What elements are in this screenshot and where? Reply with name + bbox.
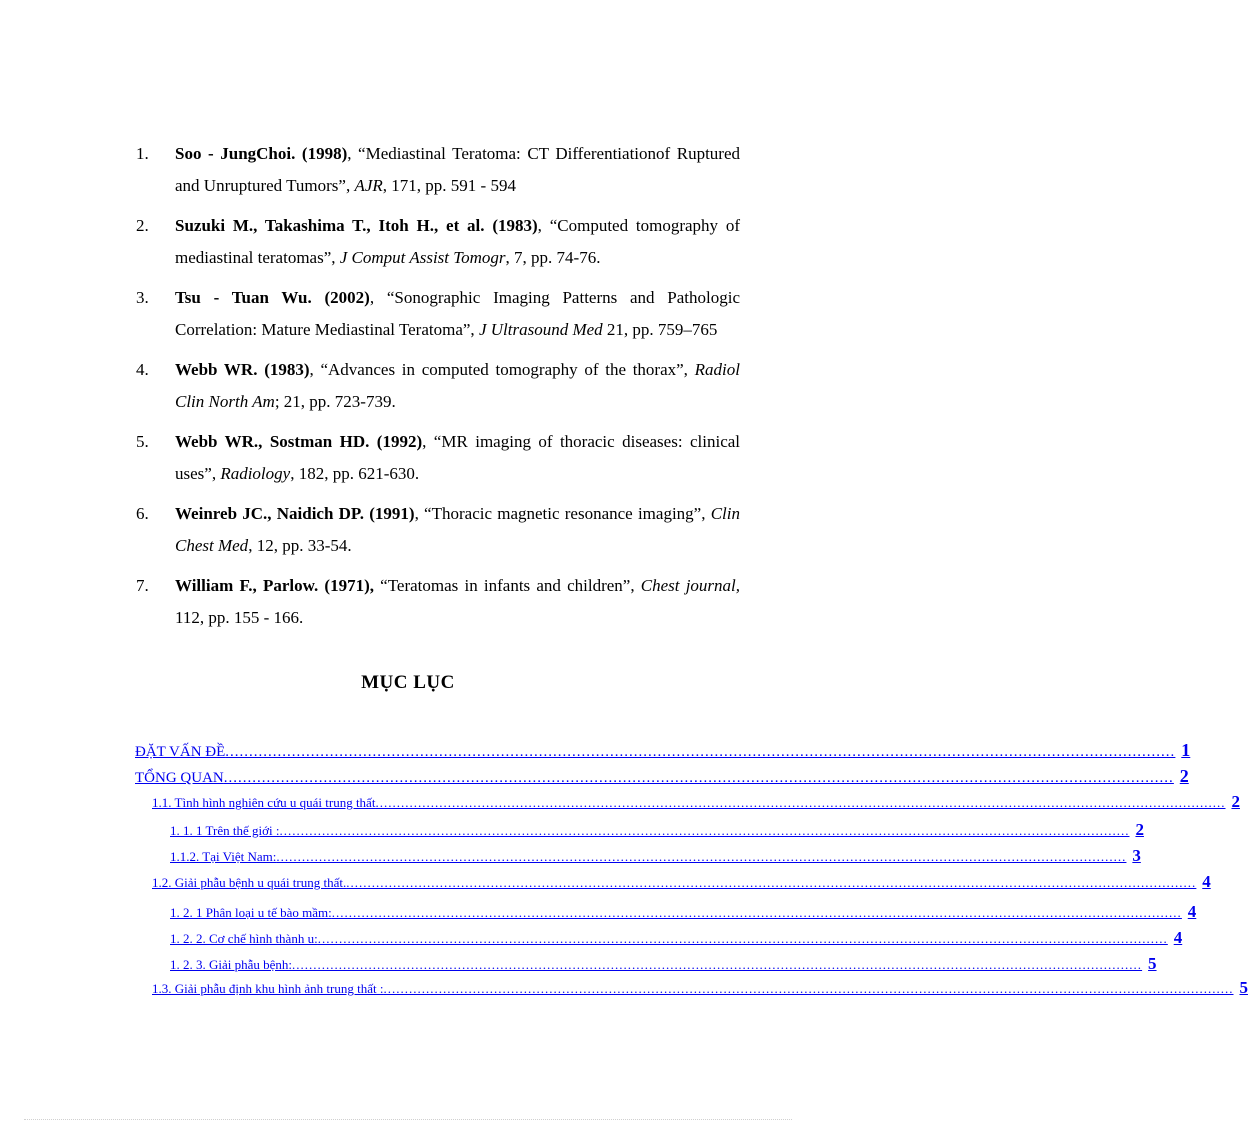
toc-entry-page: 2 [1135,820,1144,839]
reference-journal: Radiol Clin North Am [175,360,740,411]
reference-journal: J Ultrasound Med [478,320,603,339]
reference-item [136,138,740,202]
reference-details: 21, pp. 759–765 [602,320,718,339]
toc-entry-page: 2 [1231,792,1240,811]
toc-leader-dots: ........................................................................................................................................................................................................ [279,823,1130,838]
toc-entry-label: 1. 2. 3. Giải phẫu bệnh: [170,957,293,972]
toc-entry-1-2[interactable] [152,872,1211,892]
reference-year: (1971), [324,576,374,595]
reference-text [175,282,740,346]
reference-authors: Tsu - Tuan Wu. [175,288,312,307]
reference-number: 3. [136,288,149,307]
reference-title: , “MR imaging of thoracic diseases: clinical uses”, [175,432,741,483]
reference-item [136,210,740,274]
reference-details: , 171, pp. 591 - 594 [382,176,516,195]
toc-entry-tong-quan[interactable] [135,766,1189,787]
toc-leader-dots: ........................................................................................................................................................................................................ [292,957,1143,972]
reference-text [175,210,740,274]
reference-title: , “Thoracic magnetic resonance imaging”, [414,504,711,523]
reference-title: , “Advances in computed tomography of the thorax”, [309,360,695,379]
toc-leader-dots: ........................................................................................................................................................................................................ [375,795,1226,810]
reference-authors: Webb WR., Sostman HD. [175,432,370,451]
reference-item [136,354,740,418]
reference-journal: Chest journal, [640,576,741,595]
reference-authors: Weinreb JC., Naidich DP. [175,504,365,523]
toc-leader-dots: ........................................................................................................................................................................................................ [331,905,1182,920]
reference-journal: Clin Chest Med [175,504,740,555]
toc-entry-label: 1.3. Giải phẫu định khu hình ảnh trung thất : [152,981,384,996]
reference-journal: Radiology [220,464,291,483]
reference-item [136,498,740,562]
toc-entry-page: 4 [1202,872,1211,891]
toc-entry-label: 1. 2. 1 Phân loại u tế bào mầm: [170,905,332,920]
toc-entry-label: 1.1. Tình hình nghiên cứu u quái trung thất [152,795,376,810]
reference-text [175,498,740,562]
reference-number: 2. [136,216,149,235]
toc-entry-label: ĐẶT VẤN ĐỀ [135,744,226,760]
toc-entry-page: 3 [1132,846,1141,865]
reference-details: , 12, pp. 33-54. [248,536,352,555]
reference-title: , “Computed tomography of mediastinal teratomas”, [175,216,740,267]
reference-title: , “Sonographic Imaging Patterns and Pathologic Correlation: Mature Mediastinal Teratoma”, [175,288,741,339]
toc-leader-dots: ........................................................................................................................................................................................................ [346,875,1197,890]
reference-year: (1983) [264,360,310,379]
reference-number: 1. [136,144,149,163]
toc-entry-1-2-3[interactable] [170,954,1157,974]
toc-entry-label: 1. 2. 2. Cơ chế hình thành u: [170,931,318,946]
reference-number: 4. [136,360,149,379]
reference-item [136,570,740,634]
reference-number: 7. [136,576,149,595]
reference-year: (1992) [376,432,423,451]
reference-details: 112, pp. 155 - 166. [175,608,304,627]
toc-entry-1-2-2[interactable] [170,928,1183,948]
reference-year: (1983) [492,216,538,235]
toc-entry-page: 2 [1179,766,1189,786]
reference-list [136,138,740,642]
toc-leader-dots: ........................................................................................................................................................................................................ [317,931,1168,946]
toc-entry-page: 5 [1148,954,1157,973]
reference-authors: William F., Parlow. [175,576,319,595]
toc-entry-1-1-2[interactable] [170,846,1141,866]
toc-leader-dots: ........................................................................................................................................................................................................ [276,849,1127,864]
reference-authors: Webb WR. [175,360,258,379]
reference-details: , 182, pp. 621-630. [290,464,420,483]
toc-leader-dots: ........................................................................................................................................................................................................ [383,981,1234,996]
toc-leader-dots: ........................................................................................................................................................................................................ [223,770,1174,786]
reference-text [175,354,740,418]
reference-details: , 7, pp. 74-76. [505,248,601,267]
reference-authors: Soo - JungChoi. [175,144,296,163]
reference-item [136,426,740,490]
reference-journal: J Comput Assist Tomogr [339,248,506,267]
toc-entry-dat-van-de[interactable] [135,740,1191,761]
reference-journal: AJR [354,176,383,195]
toc-entry-1-1-1[interactable] [170,820,1144,840]
toc-entry-label: 1.1.2. Tại Việt Nam: [170,849,277,864]
toc-entry-page: 4 [1173,928,1183,947]
toc-entry-1-2-1[interactable] [170,902,1197,922]
reference-title: “Teratomas in infants and children”, [373,576,641,595]
toc-leader-dots: ........................................................................................................................................................................................................ [225,744,1176,760]
toc-entry-1-3[interactable] [152,978,1248,998]
toc-entry-page: 1 [1181,740,1191,760]
reference-number: 5. [136,432,149,451]
reference-year: (2002) [324,288,370,307]
reference-item [136,282,740,346]
toc-entry-label: 1.2. Giải phẫu bệnh u quái trung thất. [152,875,347,890]
reference-number: 6. [136,504,149,523]
reference-authors: Suzuki M., Takashima T., Itoh H., et al. [175,216,485,235]
toc-entry-label: TỔNG QUAN [135,770,224,786]
toc-entry-page: 5 [1239,978,1248,997]
reference-title: , “Mediastinal Teratoma: CT Differentiationof Ruptured and Unruptured Tumors”, [175,144,741,195]
reference-year: (1998) [301,144,348,163]
page-bottom-rule [24,1119,792,1120]
toc-heading: MỤC LỤC [361,672,455,693]
reference-text [175,138,740,202]
toc-entry-page: 4 [1187,902,1197,921]
toc-entry-1-1[interactable] [152,792,1240,812]
reference-details: ; 21, pp. 723-739. [274,392,396,411]
toc-entry-label: 1. 1. 1 Trên thế giới : [170,823,280,838]
reference-year: (1991) [369,504,415,523]
reference-text [175,570,740,634]
reference-text [175,426,740,490]
